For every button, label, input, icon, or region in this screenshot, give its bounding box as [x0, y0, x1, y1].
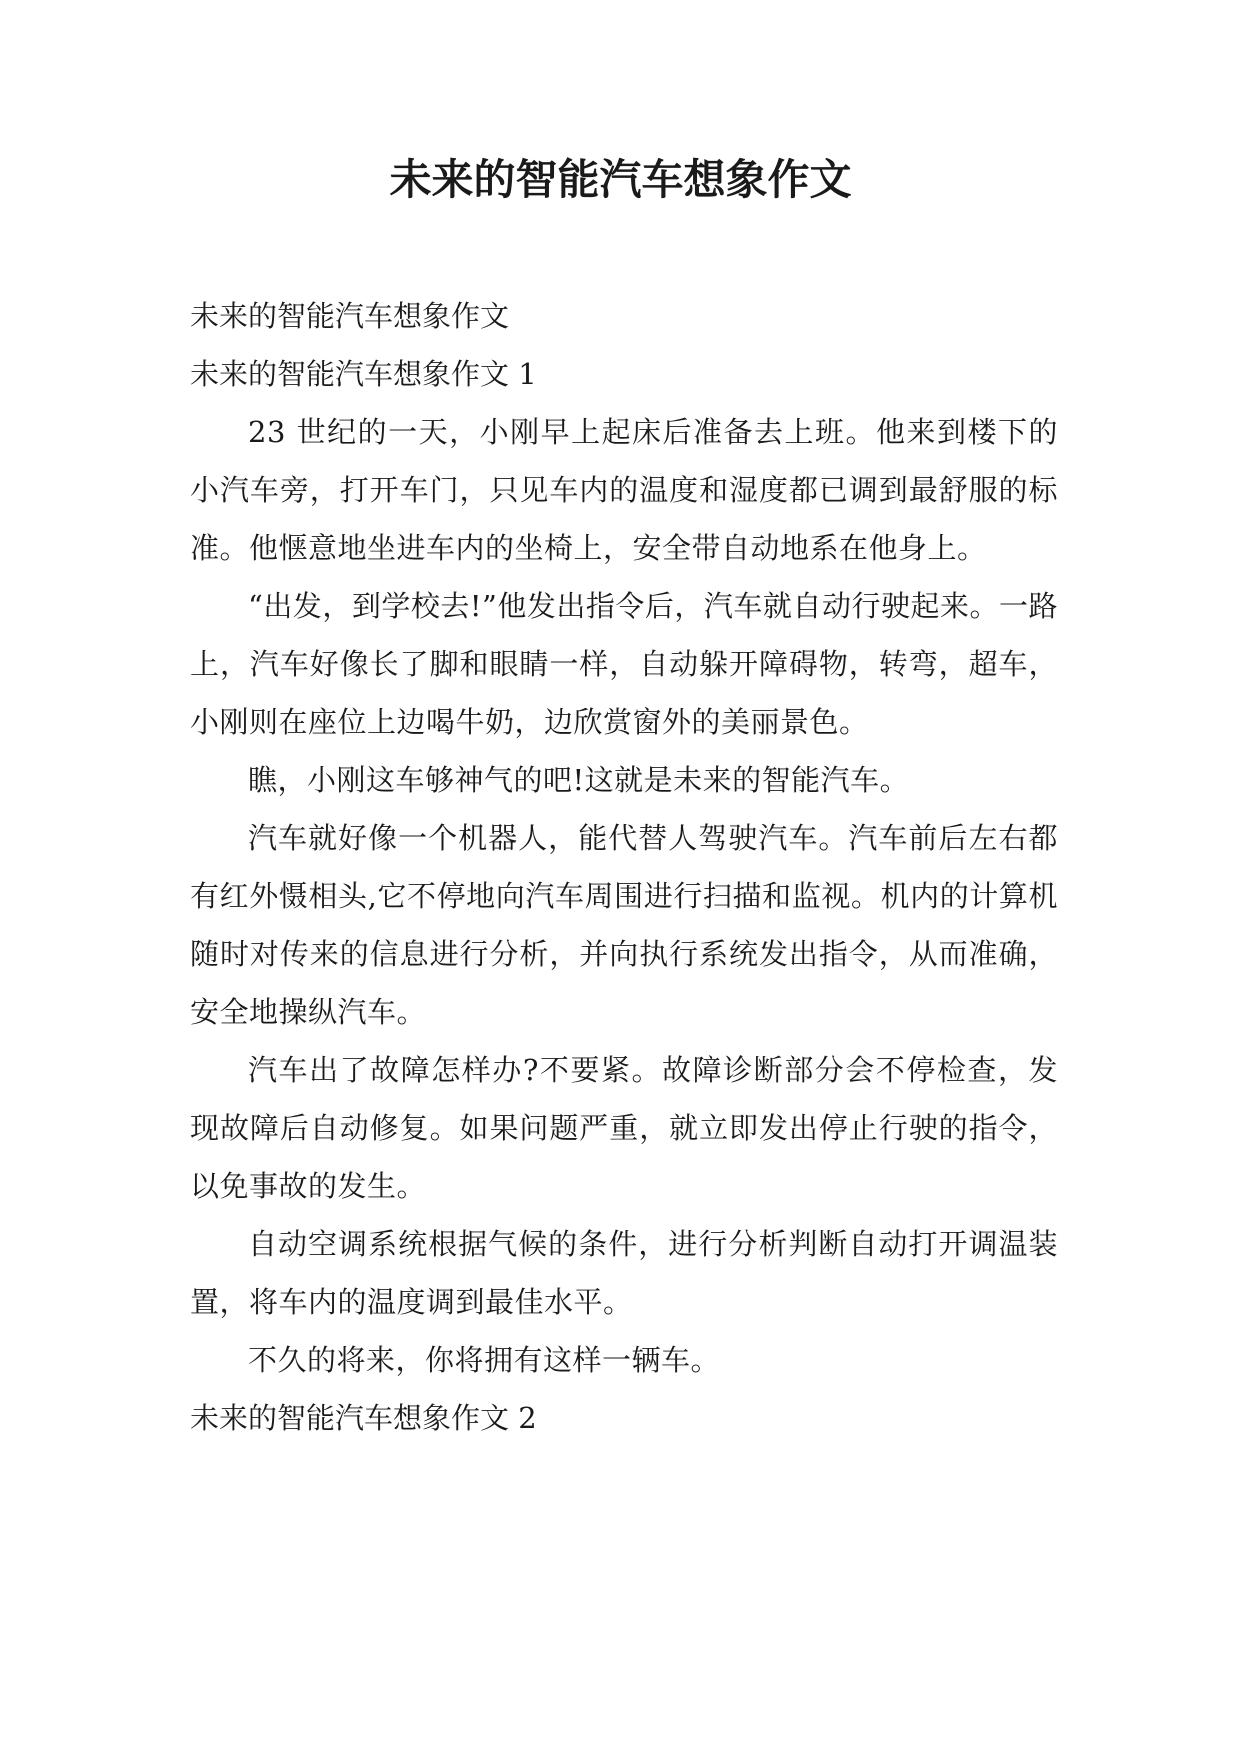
- paragraph: 23 世纪的一天，小刚早上起床后准备去上班。他来到楼下的小汽车旁，打开车门，只见车内的温度和湿度都已调到最舒服的标准。他惬意地坐进车内的坐椅上，安全带自动地系在他身上。: [190, 415, 1058, 565]
- document-heading: 未来的智能汽车想象作文: [190, 299, 510, 333]
- paragraph: 不久的将来，你将拥有这样一辆车。: [248, 1343, 721, 1377]
- paragraph: 汽车就好像一个机器人，能代替人驾驶汽车。汽车前后左右都有红外慑相头,它不停地向汽车周围进行扫描和监视。机内的计算机随时对传来的信息进行分析，并向执行系统发出指令，从而准确，安全地操纵汽车。: [190, 821, 1058, 1029]
- paragraph: 自动空调系统根据气候的条件，进行分析判断自动打开调温装置，将车内的温度调到最佳水平。: [190, 1227, 1058, 1319]
- section-heading-1: 未来的智能汽车想象作文 1: [190, 357, 537, 391]
- paragraph: 汽车出了故障怎样办?不要紧。故障诊断部分会不停检查，发现故障后自动修复。如果问题严重，就立即发出停止行驶的指令，以免事故的发生。: [190, 1053, 1058, 1203]
- document-body: [190, 287, 1058, 1447]
- paragraph: “出发，到学校去!”他发出指令后，汽车就自动行驶起来。一路上，汽车好像长了脚和眼睛一样，自动躲开障碍物，转弯，超车，小刚则在座位上边喝牛奶，边欣赏窗外的美丽景色。: [190, 589, 1058, 739]
- paragraph: 瞧，小刚这车够神气的吧!这就是未来的智能汽车。: [248, 763, 910, 797]
- section-heading-2: 未来的智能汽车想象作文 2: [190, 1401, 537, 1435]
- document-title: 未来的智能汽车想象作文: [389, 155, 852, 204]
